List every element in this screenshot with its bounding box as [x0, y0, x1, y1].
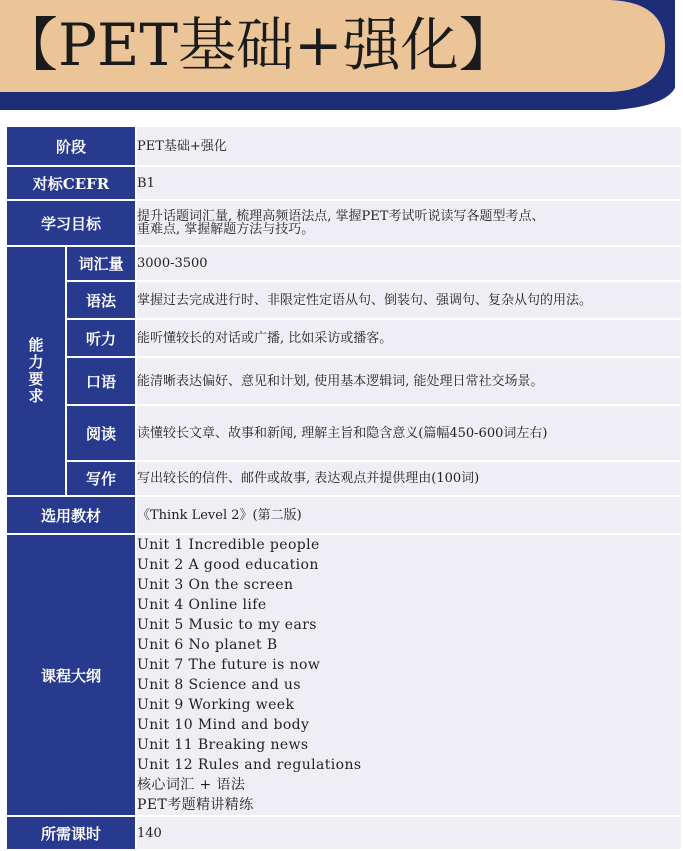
stage-value: PET基础+强化 — [136, 126, 682, 166]
outline-list — [136, 534, 682, 816]
grammar-value: 掌握过去完成进行时、非限定性定语从句、倒装句、强调句、复杂从句的用法。 — [136, 281, 682, 319]
outline-item: 核心词汇 + 语法 — [137, 777, 246, 793]
goal-line-1: 提升话题词汇量, 梳理高频语法点, 掌握PET考试听说读写各题型考点、 — [137, 209, 545, 224]
outline-item: Unit 1 Incredible people — [137, 537, 320, 553]
table-row-writing — [6, 461, 682, 496]
outline-item: Unit 4 Online life — [137, 597, 267, 613]
outline-item: Unit 10 Mind and body — [137, 717, 310, 733]
goal-line-2: 重难点, 掌握解题方法与技巧。 — [137, 222, 315, 237]
table-row-goal — [6, 200, 682, 246]
ability-char: 力 — [28, 353, 44, 371]
outline-item: PET考题精讲精练 — [137, 797, 254, 813]
table-row-hours — [6, 816, 682, 850]
speaking-label: 口语 — [66, 357, 136, 405]
cefr-value: B1 — [136, 166, 682, 200]
writing-value: 写出较长的信件、邮件或故事, 表达观点并提供理由(100词) — [136, 461, 682, 496]
outline-item: Unit 3 On the screen — [137, 577, 294, 593]
table-row-speaking — [6, 357, 682, 405]
outline-item: Unit 9 Working week — [137, 697, 295, 713]
goal-label: 学习目标 — [6, 200, 136, 246]
vocab-value: 3000-3500 — [136, 246, 682, 281]
table-row-textbook — [6, 496, 682, 534]
outline-item: Unit 6 No planet B — [137, 637, 278, 653]
listening-label: 听力 — [66, 319, 136, 357]
table-row-outline — [6, 534, 682, 816]
table-row-cefr — [6, 166, 682, 200]
writing-label: 写作 — [66, 461, 136, 496]
table-row-stage — [6, 126, 682, 166]
ability-label — [6, 246, 66, 496]
table-row-grammar — [6, 281, 682, 319]
stage-label: 阶段 — [6, 126, 136, 166]
outline-item: Unit 5 Music to my ears — [137, 617, 317, 633]
ability-char: 能 — [28, 336, 44, 354]
outline-item: Unit 11 Breaking news — [137, 737, 309, 753]
outline-label: 课程大纲 — [6, 534, 136, 816]
cefr-label: 对标CEFR — [6, 166, 136, 200]
vocab-label: 词汇量 — [66, 246, 136, 281]
title-banner — [0, 0, 683, 125]
grammar-label: 语法 — [66, 281, 136, 319]
table-row-listening — [6, 319, 682, 357]
page-title: 【PET基础+强化】 — [0, 11, 517, 79]
outline-item: Unit 8 Science and us — [137, 677, 301, 693]
ability-char: 求 — [28, 387, 44, 405]
listening-value: 能听懂较长的对话或广播, 比如采访或播客。 — [136, 319, 682, 357]
speaking-value: 能清晰表达偏好、意见和计划, 使用基本逻辑词, 能处理日常社交场景。 — [136, 357, 682, 405]
hours-label: 所需课时 — [6, 816, 136, 850]
goal-value — [136, 200, 682, 246]
ability-label-text — [28, 337, 44, 405]
textbook-label: 选用教材 — [6, 496, 136, 534]
outline-item: Unit 12 Rules and regulations — [137, 757, 362, 773]
outline-item: Unit 7 The future is now — [137, 657, 321, 673]
hours-value: 140 — [136, 816, 682, 850]
table-row-vocab — [6, 246, 682, 281]
reading-label: 阅读 — [66, 405, 136, 461]
reading-value: 读懂较长文章、故事和新闻, 理解主旨和隐含意义(篇幅450-600词左右) — [136, 405, 682, 461]
course-table — [5, 125, 683, 851]
textbook-value: 《Think Level 2》(第二版) — [136, 496, 682, 534]
outline-item: Unit 2 A good education — [137, 557, 319, 573]
table-row-reading — [6, 405, 682, 461]
ability-char: 要 — [28, 370, 44, 388]
